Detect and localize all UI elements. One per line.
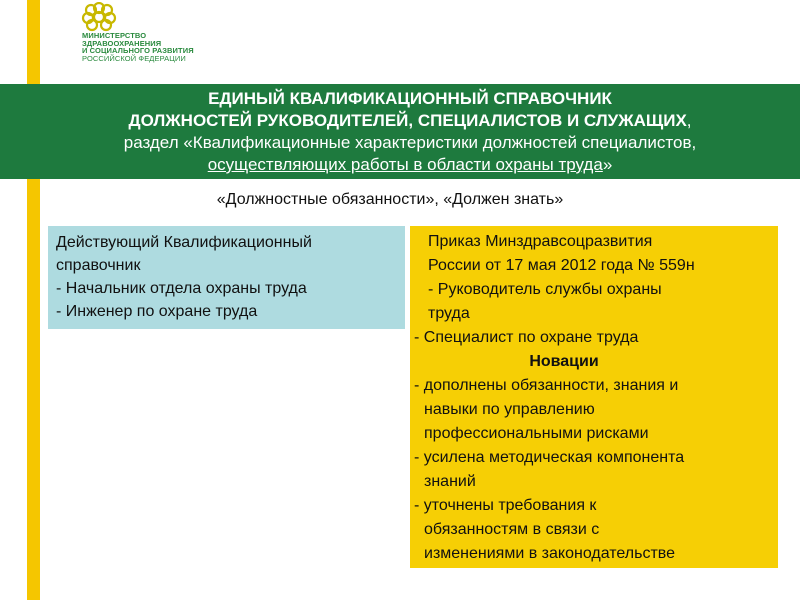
order-559n-box bbox=[410, 226, 778, 568]
banner-line-2-suffix: , bbox=[686, 111, 692, 130]
current-handbook-box bbox=[48, 226, 405, 329]
left-box-line: - Начальник отдела охраны труда bbox=[56, 280, 307, 297]
banner-title bbox=[40, 88, 780, 176]
ministry-name-line: ЗДРАВООХРАНЕНИЯ bbox=[82, 38, 162, 48]
left-box-line: справочник bbox=[56, 257, 141, 274]
order-item-1-cont: труда bbox=[428, 305, 470, 322]
ministry-name-line: МИНИСТЕРСТВО bbox=[82, 31, 147, 40]
banner-line-2 bbox=[40, 110, 780, 132]
novelty-item-3-cont: изменениями в законодательстве bbox=[424, 545, 675, 562]
novelty-item-2: - усилена методическая компонента bbox=[414, 449, 685, 466]
ministry-name-line: РОССИЙСКОЙ ФЕДЕРАЦИИ bbox=[82, 53, 186, 63]
banner-line-2-text: ДОЛЖНОСТЕЙ РУКОВОДИТЕЛЕЙ, СПЕЦИАЛИСТОВ И СЛУЖАЩИХ bbox=[128, 111, 687, 130]
order-item-1: - Руководитель службы охраны bbox=[428, 281, 662, 298]
banner-line-4 bbox=[40, 154, 780, 176]
banner-line-4-suffix: » bbox=[602, 155, 613, 174]
novelty-item-3: - уточнены требования к bbox=[414, 497, 597, 514]
banner-line-4-text: осуществляющих работы в области охраны труда bbox=[207, 155, 603, 174]
order-item-2: - Специалист по охране труда bbox=[414, 329, 639, 346]
ministry-rings-logo-icon bbox=[80, 2, 118, 32]
left-box-line: Действующий Квалификационный bbox=[56, 234, 312, 251]
ministry-name-line: И СОЦИАЛЬНОГО РАЗВИТИЯ bbox=[82, 46, 194, 55]
order-header-1: Приказ Минздравсоцразвития bbox=[428, 233, 653, 250]
novelty-item-1-cont: профессиональными рисками bbox=[424, 425, 649, 442]
novelty-item-2-cont: знаний bbox=[424, 473, 476, 490]
banner-line-1: ЕДИНЫЙ КВАЛИФИКАЦИОННЫЙ СПРАВОЧНИК bbox=[208, 89, 612, 108]
novelty-heading: Новации bbox=[529, 353, 599, 370]
ministry-name bbox=[82, 32, 194, 62]
ministry-logo bbox=[80, 2, 220, 68]
subtitle: «Должностные обязанности», «Должен знать» bbox=[216, 191, 564, 208]
banner-line-3: раздел «Квалификационные характеристики должностей специалистов, bbox=[123, 133, 697, 152]
left-box-line: - Инженер по охране труда bbox=[56, 303, 258, 320]
novelty-item-3-cont: обязанностям в связи с bbox=[424, 521, 600, 538]
order-header-2: России от 17 мая 2012 года № 559н bbox=[428, 257, 695, 274]
novelty-item-1: - дополнены обязанности, знания и bbox=[414, 377, 679, 394]
novelty-item-1-cont: навыки по управлению bbox=[424, 401, 595, 418]
